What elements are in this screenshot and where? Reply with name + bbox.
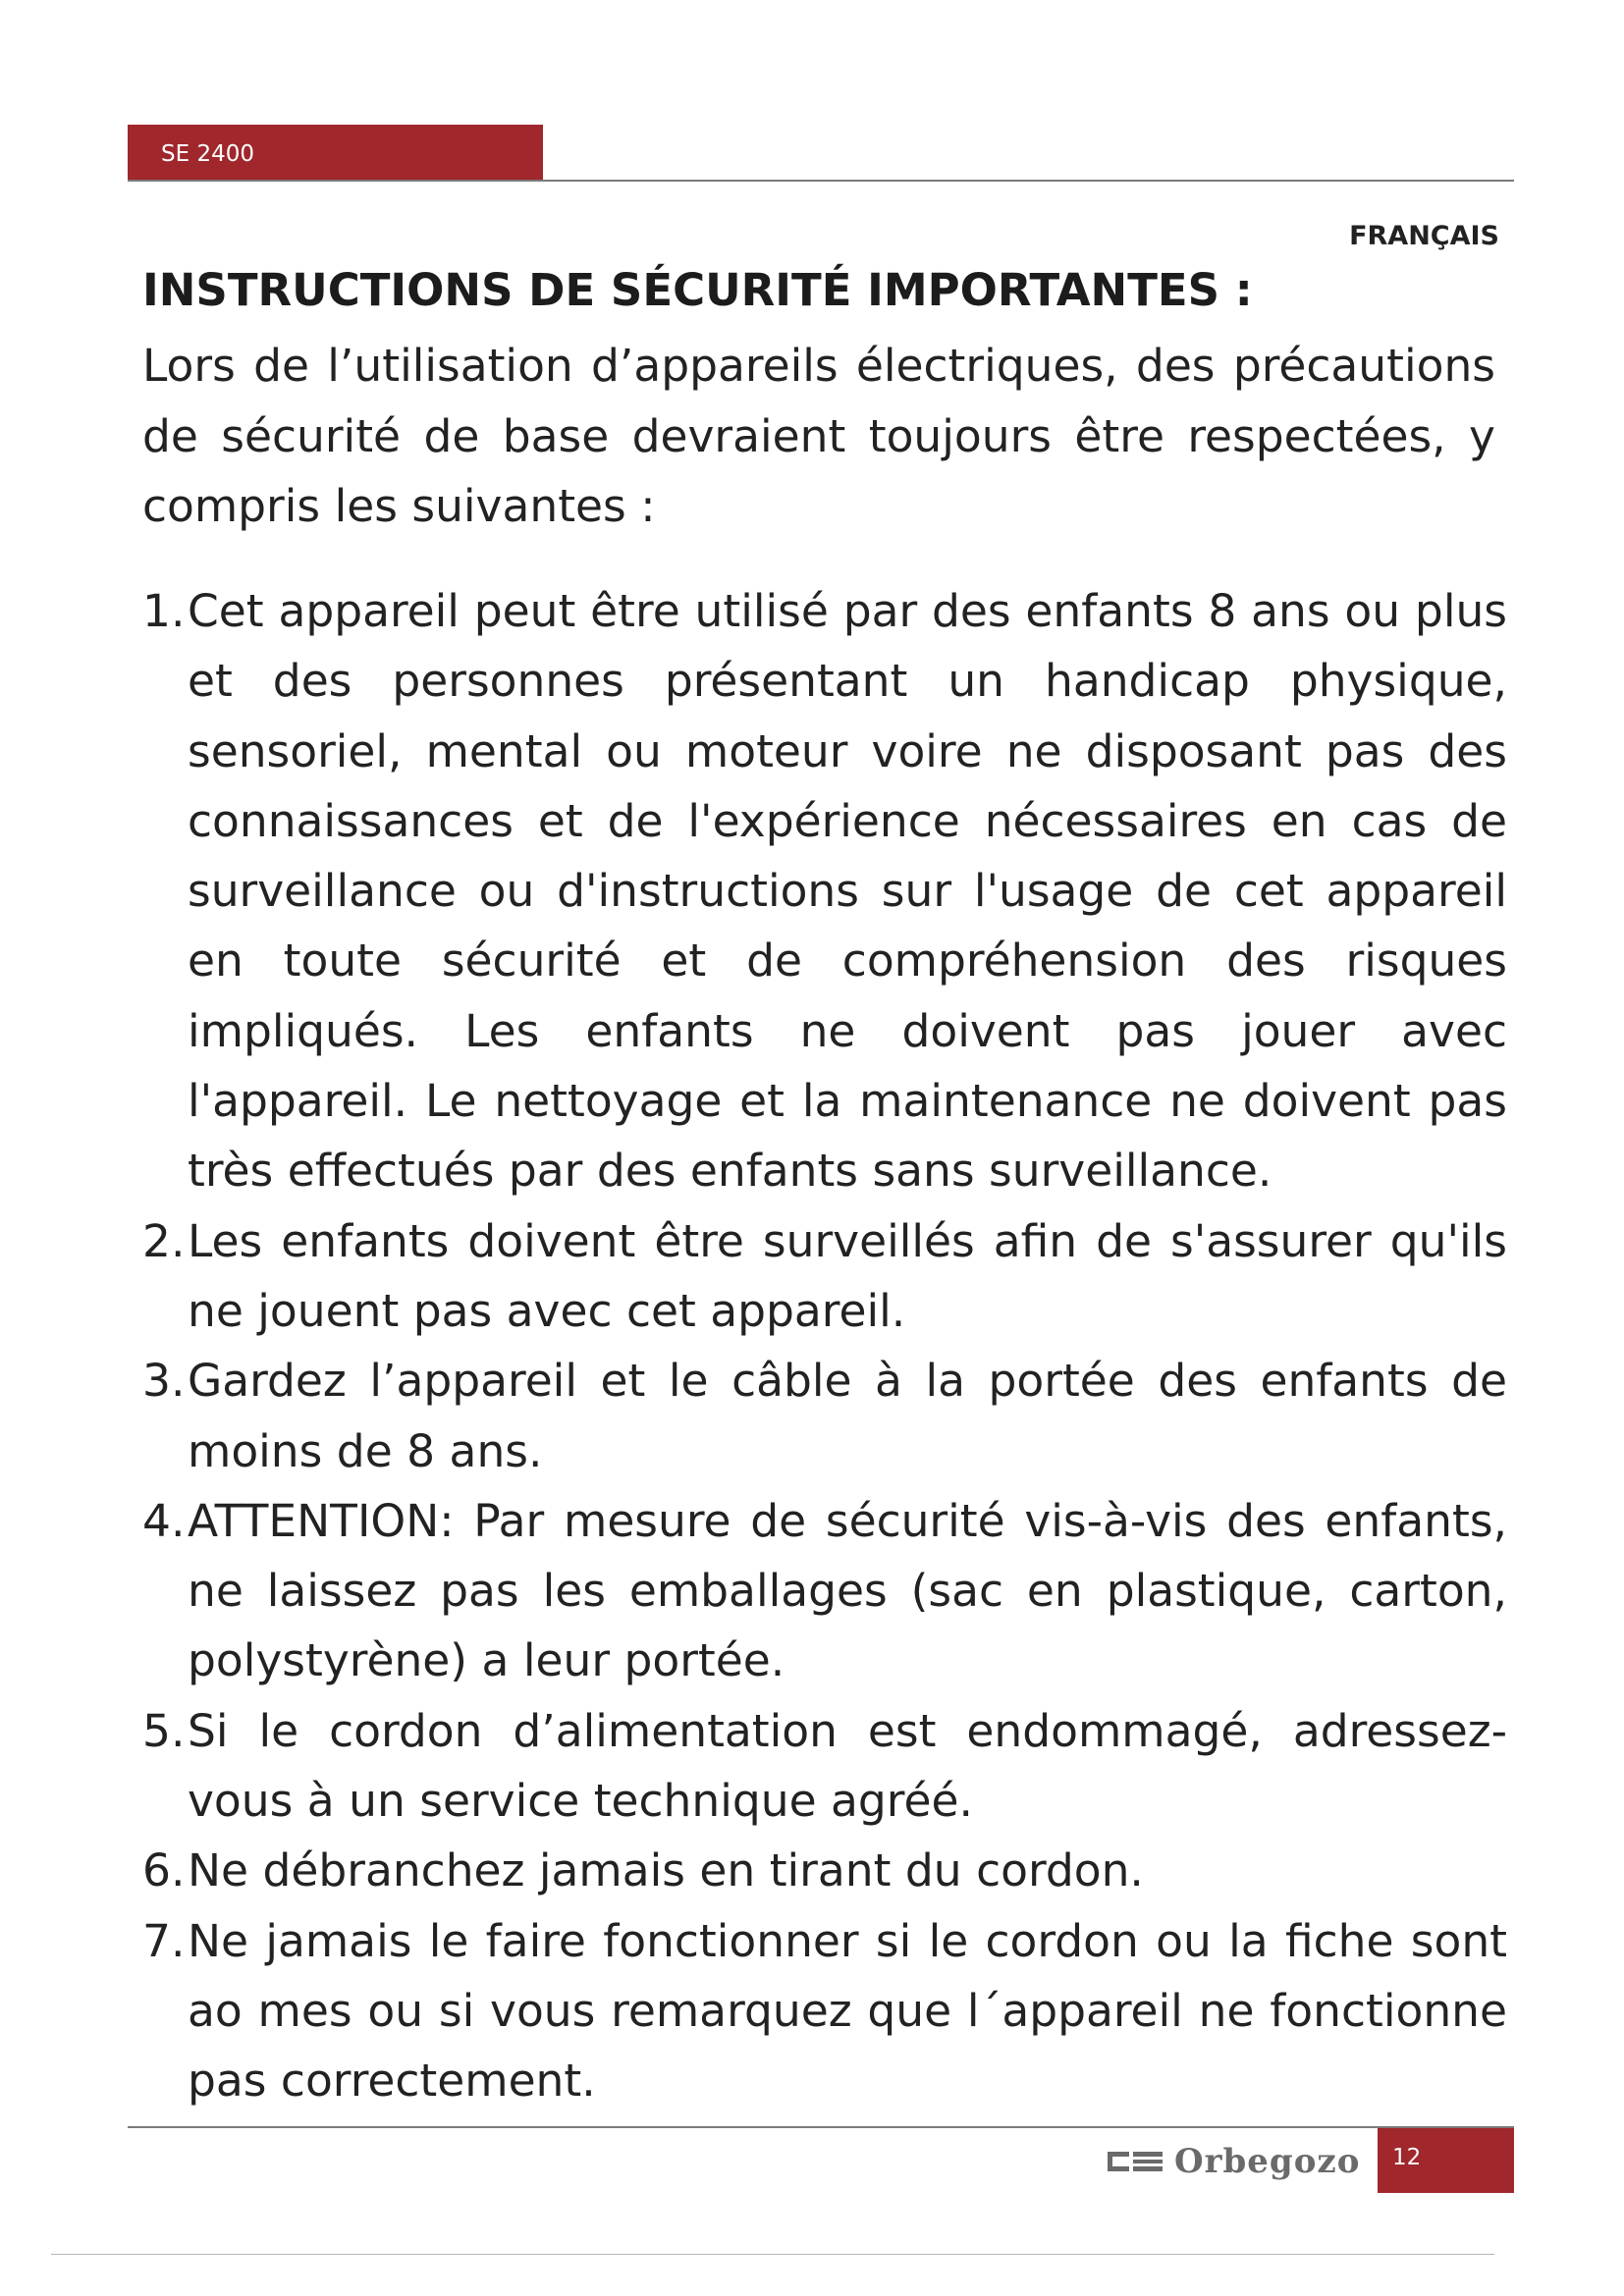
language-label: FRANÇAIS	[1349, 221, 1499, 251]
item-text: Si le cordon d’alimentation est endommagé, adressez-vous à un service technique agréé.	[188, 1704, 1507, 1828]
model-label: SE 2400	[161, 141, 254, 167]
header-divider	[128, 180, 1514, 182]
item-number: 4.	[142, 1494, 186, 1547]
list-item	[142, 1206, 1507, 1347]
bottom-divider	[51, 2254, 1494, 2255]
item-number: 5.	[142, 1704, 186, 1757]
page-number: 12	[1392, 2145, 1422, 2170]
list-item	[142, 1486, 1507, 1696]
item-text: Ne jamais le faire fonctionner si le cordon ou la fiche sont ao mes ou si vous remarquez que l´appareil ne fonctionne pas correctement.	[188, 1914, 1507, 2108]
list-item	[142, 1696, 1507, 1837]
list-item	[142, 576, 1507, 1206]
list-item	[142, 1346, 1507, 1486]
item-number: 2.	[142, 1214, 186, 1267]
list-item	[142, 1906, 1507, 2116]
footer-divider	[128, 2126, 1514, 2128]
safety-instructions-list	[142, 576, 1507, 2116]
item-number: 7.	[142, 1914, 186, 1967]
brand-mark-icon	[1108, 2150, 1163, 2173]
list-item	[142, 1836, 1507, 1905]
item-text: Les enfants doivent être surveillés afin de s'assurer qu'ils ne jouent pas avec cet appareil.	[188, 1214, 1507, 1337]
brand-name: Orbegozo	[1174, 2142, 1361, 2181]
item-text: Gardez l’appareil et le câble à la portée des enfants de moins de 8 ans.	[188, 1355, 1507, 1477]
intro-paragraph: Lors de l’utilisation d’appareils électriques, des précautions de sécurité de base devraient toujours être respectées, y compris les suivantes :	[142, 340, 1495, 532]
brand-logo	[1108, 2142, 1360, 2181]
item-number: 6.	[142, 1844, 186, 1897]
item-text: Ne débranchez jamais en tirant du cordon.	[188, 1844, 1144, 1897]
page-title: INSTRUCTIONS DE SÉCURITÉ IMPORTANTES :	[142, 264, 1253, 316]
item-number: 3.	[142, 1355, 186, 1408]
item-text: ATTENTION: Par mesure de sécurité vis-à-vis des enfants, ne laissez pas les emballages (sac en plastique, carton, polystyrène) a leur portée.	[188, 1494, 1507, 1687]
item-text: Cet appareil peut être utilisé par des enfants 8 ans ou plus et des personnes présentant un handicap physique, sensoriel, mental ou moteur voire ne disposant pas des connaissances et de l'expérience nécessaires en cas de surveillance ou d'instructions sur l'usage de cet appareil en toute sécurité et de compréhension des risques impliqués. Les enfants ne doivent pas jouer avec l'appareil. Le nettoyage et la maintenance ne doivent pas très effectués par des enfants sans surveillance.	[188, 585, 1507, 1198]
item-number: 1.	[142, 585, 186, 637]
